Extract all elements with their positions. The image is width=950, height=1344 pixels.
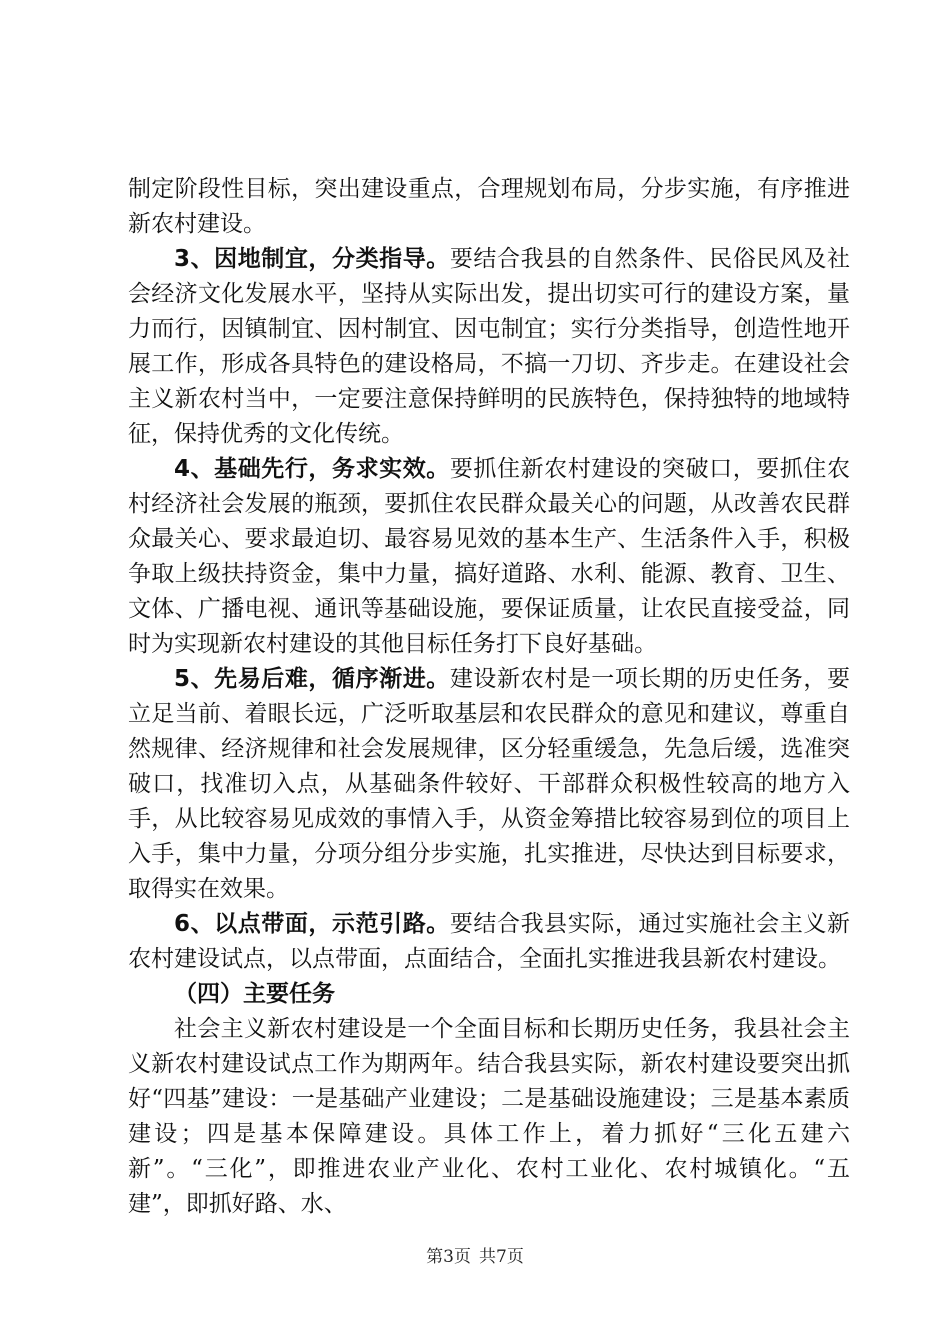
paragraph-continuation	[128, 172, 850, 242]
paragraph-principle-6	[128, 907, 850, 977]
paragraph-lead: 4、基础先行，务求实效。	[174, 456, 450, 482]
paragraph-lead: 6、以点带面，示范引路。	[174, 911, 450, 937]
paragraph-main-tasks	[128, 1012, 850, 1222]
paragraph-principle-5	[128, 662, 850, 907]
paragraph-text: 要结合我县的自然条件、民俗民风及社会经济文化发展水平，坚持从实际出发，提出切实可行的建设方案，量力而行，因镇制宜、因村制宜、因屯制宜；实行分类指导，创造性地开展工作，形成各具特色的建设格局，不搞一刀切、齐步走。在建设社会主义新农村当中，一定要注意保持鲜明的民族特色，保持独特的地域特征，保持优秀的文化传统。	[128, 246, 850, 447]
page-number: 第3页	[426, 1247, 471, 1267]
page-footer	[0, 1245, 950, 1269]
paragraph-text: 制定阶段性目标，突出建设重点，合理规划布局，分步实施，有序推进新农村建设。	[128, 176, 850, 237]
page-total: 共7页	[479, 1247, 524, 1267]
document-body	[128, 172, 850, 1222]
paragraph-principle-4	[128, 452, 850, 662]
section-heading: （四）主要任务	[174, 981, 335, 1007]
paragraph-principle-3	[128, 242, 850, 452]
paragraph-lead: 5、先易后难，循序渐进。	[174, 666, 450, 692]
paragraph-text: 要抓住新农村建设的突破口，要抓住农村经济社会发展的瓶颈，要抓住农民群众最关心的问题，从改善农民群众最关心、要求最迫切、最容易见效的基本生产、生活条件入手，积极争取上级扶持资金，集中力量，搞好道路、水利、能源、教育、卫生、文体、广播电视、通讯等基础设施，要保证质量，让农民直接受益，同时为实现新农村建设的其他目标任务打下良好基础。	[128, 456, 850, 657]
paragraph-text: 建设新农村是一项长期的历史任务，要立足当前、着眼长远，广泛听取基层和农民群众的意见和建议，尊重自然规律、经济规律和社会发展规律，区分轻重缓急，先急后缓，选准突破口，找准切入点，从基础条件较好、干部群众积极性较高的地方入手，从比较容易见成效的事情入手，从资金筹措比较容易到位的项目上入手，集中力量，分项分组分步实施，扎实推进，尽快达到目标要求，取得实在效果。	[128, 666, 850, 902]
paragraph-lead: 3、因地制宜，分类指导。	[174, 246, 450, 272]
paragraph-text: 社会主义新农村建设是一个全面目标和长期历史任务，我县社会主义新农村建设试点工作为期两年。结合我县实际，新农村建设要突出抓好“四基”建设：一是基础产业建设；二是基础设施建设；三是基本素质建设；四是基本保障建设。具体工作上，着力抓好“三化五建六新”。“三化”，即推进农业产业化、农村工业化、农村城镇化。“五建”，即抓好路、水、	[128, 1016, 850, 1217]
paragraph-text: 要结合我县实际，通过实施社会主义新农村建设试点，以点带面，点面结合，全面扎实推进我县新农村建设。	[128, 911, 850, 972]
